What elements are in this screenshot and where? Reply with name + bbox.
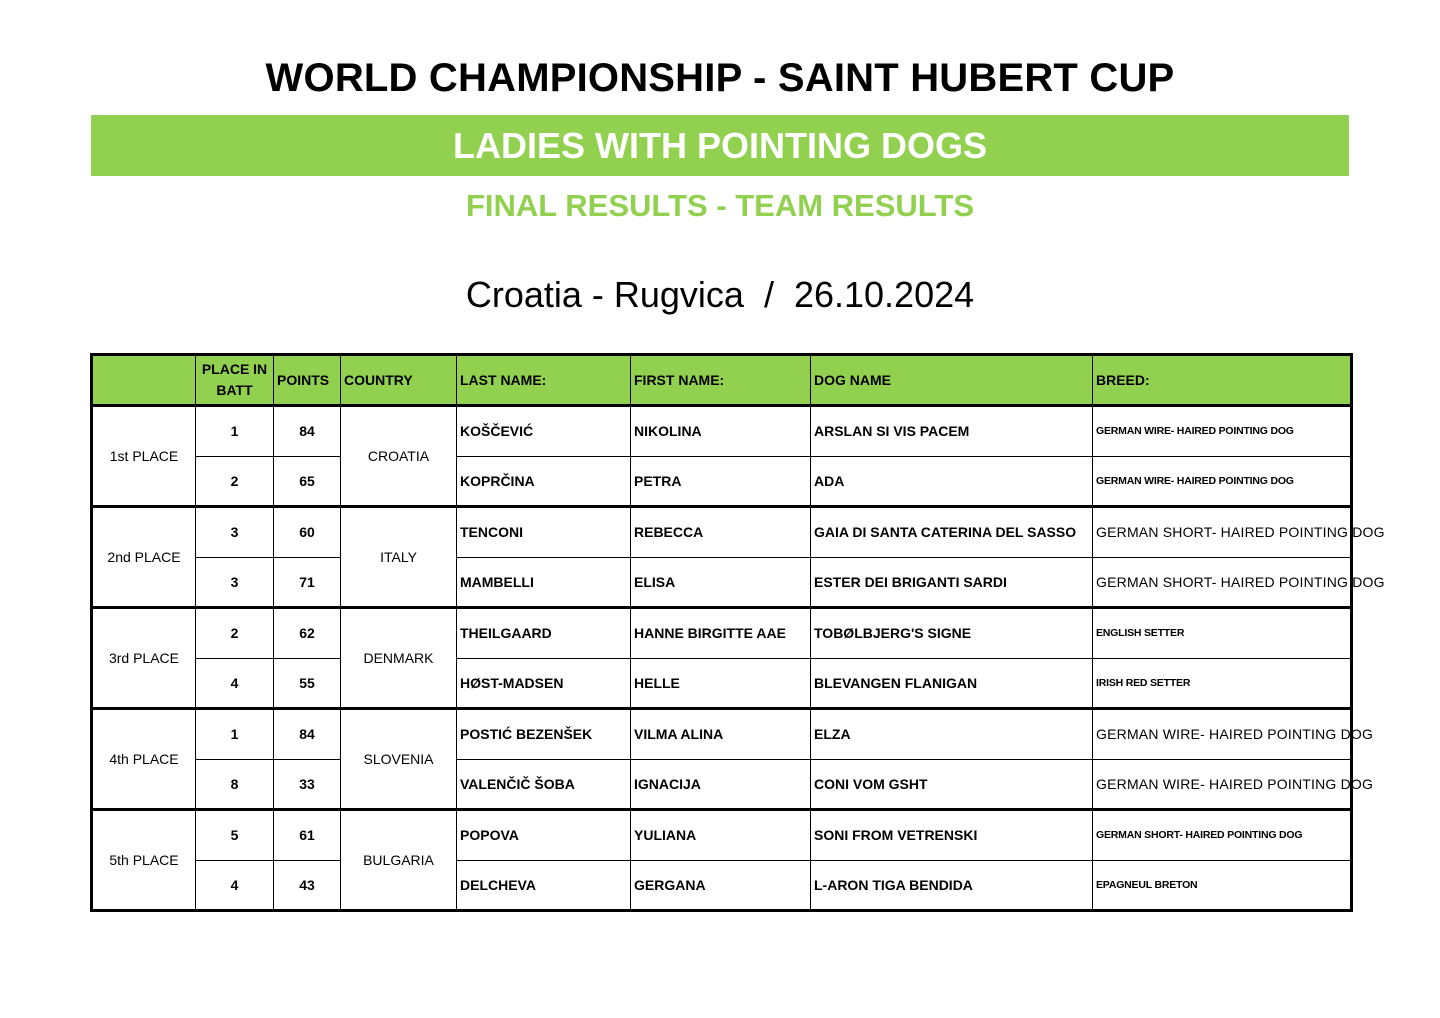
first-name: PETRA <box>631 456 811 507</box>
first-name: YULIANA <box>631 810 811 861</box>
first-name: GERGANA <box>631 860 811 911</box>
breed: ENGLISH SETTER <box>1093 608 1352 659</box>
points: 60 <box>274 507 341 558</box>
dog-name: ELZA <box>811 709 1093 760</box>
header-dog-name: DOG NAME <box>811 355 1093 406</box>
place-in-batt: 1 <box>196 406 274 457</box>
team-place: 5th PLACE <box>92 810 196 911</box>
category-banner: LADIES WITH POINTING DOGS <box>91 115 1349 176</box>
header-breed: BREED: <box>1093 355 1352 406</box>
breed: EPAGNEUL BRETON <box>1093 860 1352 911</box>
header-points: POINTS <box>274 355 341 406</box>
place-in-batt: 3 <box>196 557 274 608</box>
breed: GERMAN WIRE- HAIRED POINTING DOG <box>1093 456 1352 507</box>
last-name: KOŠČEVIĆ <box>457 406 631 457</box>
country: CROATIA <box>341 406 457 507</box>
first-name: HANNE BIRGITTE AAE <box>631 608 811 659</box>
table-row <box>92 557 1352 608</box>
country: BULGARIA <box>341 810 457 911</box>
header-place-in-batt: PLACE IN BATT <box>196 355 274 406</box>
first-name: VILMA ALINA <box>631 709 811 760</box>
breed: GERMAN SHORT- HAIRED POINTING DOG <box>1093 557 1352 608</box>
header-last-name: LAST NAME: <box>457 355 631 406</box>
last-name: MAMBELLI <box>457 557 631 608</box>
dog-name: ARSLAN SI VIS PACEM <box>811 406 1093 457</box>
place-in-batt: 4 <box>196 860 274 911</box>
first-name: NIKOLINA <box>631 406 811 457</box>
breed: GERMAN WIRE- HAIRED POINTING DOG <box>1093 406 1352 457</box>
place-in-batt: 4 <box>196 658 274 709</box>
breed: GERMAN SHORT- HAIRED POINTING DOG <box>1093 810 1352 861</box>
points: 65 <box>274 456 341 507</box>
table-row <box>92 507 1352 558</box>
location-date: Croatia - Rugvica / 26.10.2024 <box>465 274 975 315</box>
dog-name: ESTER DEI BRIGANTI SARDI <box>811 557 1093 608</box>
place-in-batt: 5 <box>196 810 274 861</box>
dog-name: BLEVANGEN FLANIGAN <box>811 658 1093 709</box>
dog-name: ADA <box>811 456 1093 507</box>
team-place: 4th PLACE <box>92 709 196 810</box>
table-row <box>92 608 1352 659</box>
breed: IRISH RED SETTER <box>1093 658 1352 709</box>
results-subtitle: FINAL RESULTS - TEAM RESULTS <box>465 188 975 223</box>
place-in-batt: 3 <box>196 507 274 558</box>
dog-name: L-ARON TIGA BENDIDA <box>811 860 1093 911</box>
country: DENMARK <box>341 608 457 709</box>
first-name: HELLE <box>631 658 811 709</box>
results-table <box>90 353 1385 912</box>
header-place <box>92 355 196 406</box>
table-row <box>92 456 1352 507</box>
dog-name: TOBØLBJERG'S SIGNE <box>811 608 1093 659</box>
table-row <box>92 406 1352 457</box>
dog-name: CONI VOM GSHT <box>811 759 1093 810</box>
points: 71 <box>274 557 341 608</box>
breed: GERMAN SHORT- HAIRED POINTING DOG <box>1093 507 1352 558</box>
last-name: VALENČIČ ŠOBA <box>457 759 631 810</box>
dog-name: GAIA DI SANTA CATERINA DEL SASSO <box>811 507 1093 558</box>
place-in-batt: 1 <box>196 709 274 760</box>
place-in-batt: 8 <box>196 759 274 810</box>
last-name: TENCONI <box>457 507 631 558</box>
last-name: THEILGAARD <box>457 608 631 659</box>
points: 55 <box>274 658 341 709</box>
points: 33 <box>274 759 341 810</box>
table-row <box>92 709 1352 760</box>
header-first-name: FIRST NAME: <box>631 355 811 406</box>
last-name: POPOVA <box>457 810 631 861</box>
team-place: 2nd PLACE <box>92 507 196 608</box>
points: 62 <box>274 608 341 659</box>
first-name: REBECCA <box>631 507 811 558</box>
document-title: WORLD CHAMPIONSHIP - SAINT HUBERT CUP <box>265 56 1175 100</box>
country: SLOVENIA <box>341 709 457 810</box>
table-row <box>92 759 1352 810</box>
first-name: ELISA <box>631 557 811 608</box>
team-place: 1st PLACE <box>92 406 196 507</box>
points: 43 <box>274 860 341 911</box>
last-name: HØST-MADSEN <box>457 658 631 709</box>
points: 84 <box>274 709 341 760</box>
place-in-batt: 2 <box>196 456 274 507</box>
first-name: IGNACIJA <box>631 759 811 810</box>
dog-name: SONI FROM VETRENSKI <box>811 810 1093 861</box>
breed: GERMAN WIRE- HAIRED POINTING DOG <box>1093 759 1352 810</box>
place-in-batt: 2 <box>196 608 274 659</box>
points: 84 <box>274 406 341 457</box>
last-name: DELCHEVA <box>457 860 631 911</box>
points: 61 <box>274 810 341 861</box>
table-row <box>92 810 1352 861</box>
country: ITALY <box>341 507 457 608</box>
header-country: COUNTRY <box>341 355 457 406</box>
team-place: 3rd PLACE <box>92 608 196 709</box>
last-name: KOPRČINA <box>457 456 631 507</box>
last-name: POSTIĆ BEZENŠEK <box>457 709 631 760</box>
table-row <box>92 658 1352 709</box>
table-row <box>92 860 1352 911</box>
table-header-row <box>92 355 1352 406</box>
breed: GERMAN WIRE- HAIRED POINTING DOG <box>1093 709 1352 760</box>
